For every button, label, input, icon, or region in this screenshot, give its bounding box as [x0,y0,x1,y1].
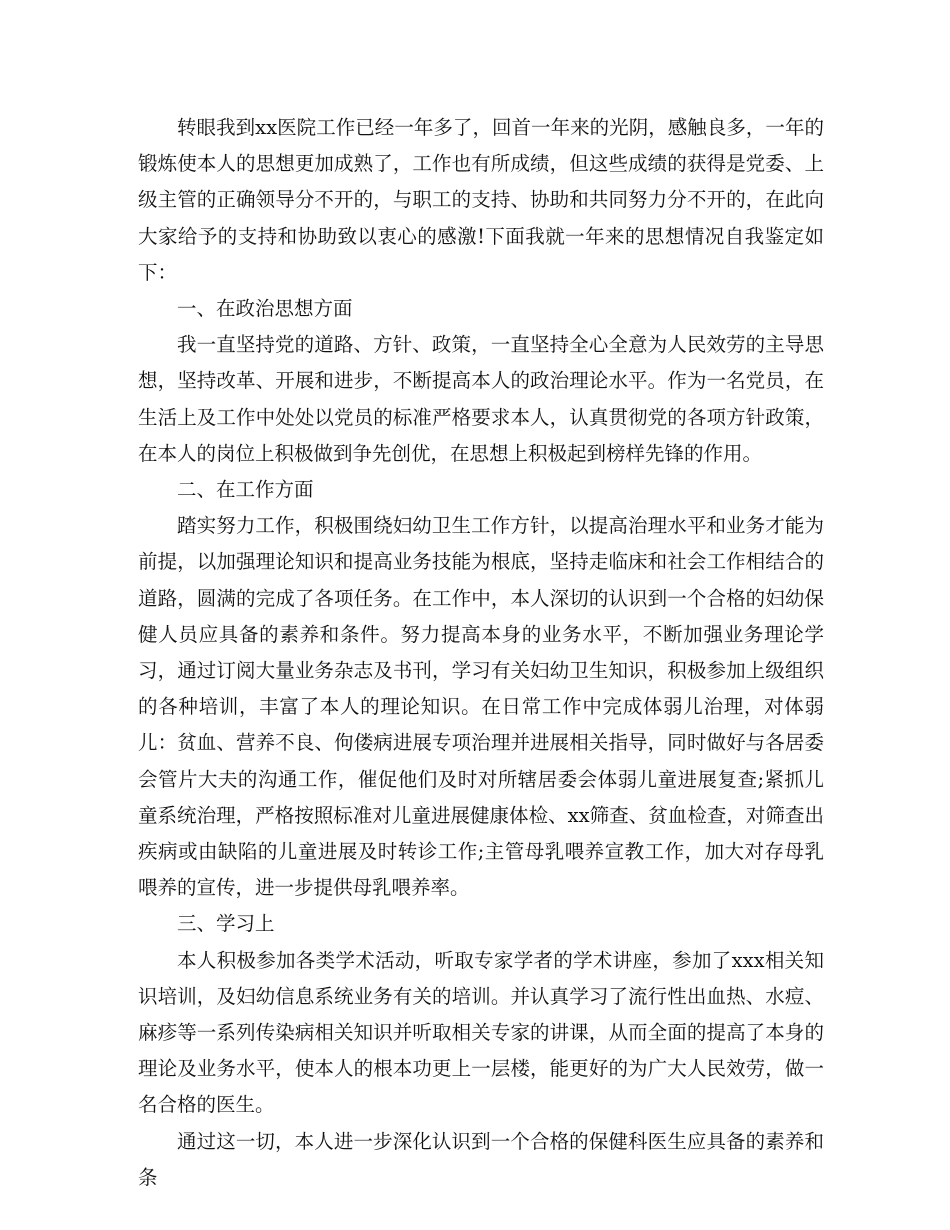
closing-paragraph: 通过这一切，本人进一步深化认识到一个合格的保健科医生应具备的素养和条 [138,1129,824,1189]
document-body [138,110,824,1196]
politics-paragraph: 我一直坚持党的道路、方针、政策，一直坚持全心全意为人民效劳的主导思想，坚持改革、开展和进步，不断提高本人的政治理论水平。作为一名党员，在生活上及工作中处处以党员的标准严格要求本人，认真贯彻党的各项方针政策，在本人的岗位上积极做到争先创优，在思想上积极起到榜样先锋的作用。 [138,333,824,465]
section-heading-work: 二、在工作方面 [177,478,314,502]
intro-paragraph: 转眼我到xx医院工作已经一年多了，回首一年来的光阴，感触良多，一年的锻炼使本人的思想更加成熟了，工作也有所成绩，但这些成绩的获得是党委、上级主管的正确领导分不开的，与职工的支持、协助和共同努力分不开的，在此向大家给予的支持和协助致以衷心的感激!下面我就一年来的思想情况自我鉴定如下： [138,116,824,284]
section-heading-politics: 一、在政治思想方面 [177,297,353,321]
work-paragraph: 踏实努力工作，积极围绕妇幼卫生工作方针，以提高治理水平和业务才能为前提，以加强理论知识和提高业务技能为根底，坚持走临床和社会工作相结合的道路，圆满的完成了各项任务。在工作中，本人深切的认识到一个合格的妇幼保健人员应具备的素养和条件。努力提高本身的业务水平，不断加强业务理论学习，通过订阅大量业务杂志及书刊，学习有关妇幼卫生知识，积极参加上级组织的各种培训，丰富了本人的理论知识。在日常工作中完成体弱儿治理，对体弱儿：贫血、营养不良、佝偻病进展专项治理并进展相关指导，同时做好与各居委会管片大夫的沟通工作，催促他们及时对所辖居委会体弱儿童进展复查;紧抓儿童系统治理，严格按照标准对儿童进展健康体检、xx筛查、贫血检查，对筛查出疾病或由缺陷的儿童进展及时转诊工作;主管母乳喂养宣教工作，加大对存母乳喂养的宣传，进一步提供母乳喂养率。 [138,514,824,900]
study-paragraph: 本人积极参加各类学术活动，听取专家学者的学术讲座，参加了xxx相关知识培训，及妇幼信息系统业务有关的培训。并认真学习了流行性出血热、水痘、麻疹等一系列传染病相关知识并听取相关专家的讲课，从而全面的提高了本身的理论及业务水平，使本人的根本功更上一层楼，能更好的为广大人民效劳，做一名合格的医生。 [138,948,824,1117]
section-heading-study: 三、学习上 [177,912,275,936]
